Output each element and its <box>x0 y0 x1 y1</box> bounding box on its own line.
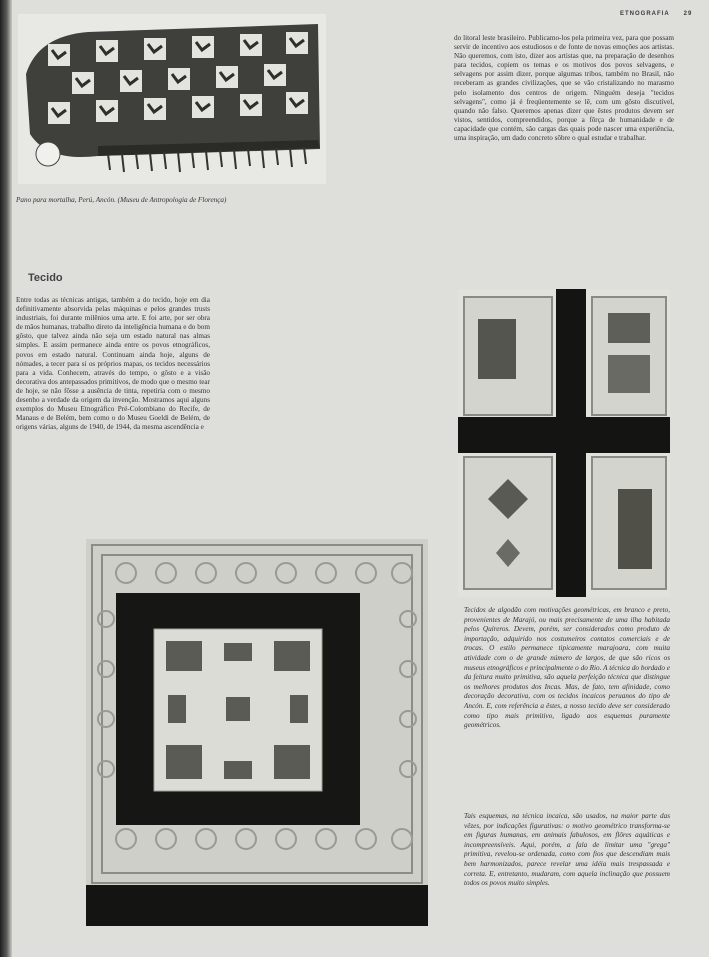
cross-panel-caption-p1: Tecidos de algodão com motivações geométricas, em branco e preto, provenientes de Marajó, ou mais precisamente de uma ilha habitada pelos Quíreros. Devem, porém, ser considerados como produto de importação, adquirido nos costumeiros contatos comerciais e de trocas. O estilo permanece tipicamente marajoara, com muita atividade com o de grande número de largos, de que são ricos os museus etnográficos e principalmente o do Rio. A técnica do bordado e da feitura muito primitiva, são aquela perfeição técnica que distingue os melhores produtos dos Incas. Mas, de fato, tem afinidade, como decoração decorativa, com os tecidos incaicos peruanos do tipo de Ancón. E, com referência a êstes, a nosso tecido deve ser considerado como tipo mais primitivo, ligado aos esquemas puramente geométricos. <box>464 606 670 730</box>
running-head-title: ETNOGRAFIA <box>620 11 670 17</box>
section-heading: Tecido <box>28 272 63 284</box>
left-text-column: Entre todas as técnicas antigas, também a do tecido, hoje em dia definitivamente absorvida pelas máquinas e pelos grandes trusts industriais, foi durante milênios uma arte. E foi arte, por ser obra de mãos humanas, trabalho direto da inteligência humana e do bom gôsto, que talvez ainda não seja um estado natural nas almas simples. E assim permanece ainda entre os povos etnográficos, povos em estado natural. Continuam ainda hoje, alguns de nómades, a tecer para si os próprios mapas, os tecidos necessários para a vida. Conhecem, através do tempo, o gôsto e a visão decorativa dos antepassados primitivos, de modo que o mesmo tear de hoje, se não fôsse a ausência de tinta, repetiria com o mesmo desenho a verdade da origem da invenção. Mostramos aqui alguns exemplos do Museu Etnográfico Pré-Colombiano do Recife, de Manaus e de Belém, bem como o do Museu Goeldi de Belém, de origens várias, alguns de 1940, de 1944, da mesma ascendência e <box>16 296 210 432</box>
square-pattern-textile-photo <box>86 539 428 926</box>
cross-panel-caption-p2: Tais esquemas, na técnica incaica, são usados, na maior parte das vêzes, por indicações figurativas: o motivo geométrico transforma-se em figuras humanas, em animais fabulosos, em flôres aquáticas e incompreensíveis. Aqui, porém, a fala de limitar uma "grega" primitiva, revelou-se ordenada, como com fios que descendiam mais bem harmonizados, parece revelar uma idéia mais trespassada e correta. E, entretanto, mudaram, com aquela inclinação que possuem todos os povos muito simples. <box>464 812 670 888</box>
page-number: 29 <box>683 11 693 17</box>
headband-textile-photo <box>18 14 326 184</box>
book-binding-shadow <box>0 0 12 957</box>
headband-figure-caption: Pano para mortalha, Perú, Ancón. (Museu de Antropologia de Florença) <box>16 196 227 204</box>
top-right-text-column: do litoral leste brasileiro. Publicamo-los pela primeira vez, para que possam servir de incentivo aos estudiosos e de fonte de novas emoções aos artistas. Não queremos, com isto, dizer aos artistas que, na preparação de desenhos para tecidos, copiem os temas e os motivos dos povos selvagens, e selvagens por assim dizer, porque algumas tribos, também no Brasil, não receberam as grandes civilizações, que se vão cristalizando no marasmo pelo isolamento dos centros de origem. Ninguém deseja "tecidos selvagens", como já é freqüentemente se lê, com um gôsto discutível, quando não falso. Queremos apenas dizer que êstes produtos devem ser vistos, sentidos, compreendidos, porque a fôrça de humanidade e de capacidade que contém, são cargas das quais pode nascer uma experiência, uma inspiração, um dado concreto sôbre o qual estudar e trabalhar. <box>454 34 674 143</box>
running-head <box>620 11 709 17</box>
cross-pattern-textile-photo <box>458 289 670 597</box>
magazine-page <box>12 0 709 957</box>
